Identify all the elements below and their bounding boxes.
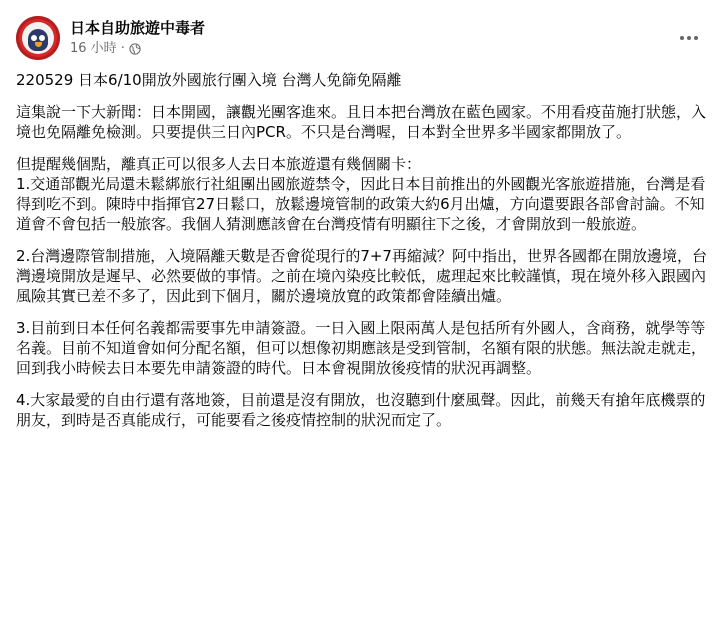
post-meta <box>70 18 205 58</box>
more-options-button[interactable] <box>671 20 707 56</box>
post-headline: 220529 日本6/10開放外國旅行團入境 台灣人免篩免隔離 <box>16 71 402 89</box>
more-options-icon <box>680 36 698 40</box>
post-paragraph: 2.台灣邊際管制措施，入境隔離天數是否會從現行的7+7再縮減？阿中指出，世界各國都在開放邊境，台灣邊境開放是遲早、必然要做的事情。之前在境內染疫比較低，處理起來比較謹慎，現在境外移入跟國內風險其實已差不多了，因此到下個月，關於邊境放寬的政策都會陸續出爐。 <box>16 247 707 305</box>
avatar-eye-right <box>39 35 45 41</box>
post-subline <box>70 40 205 58</box>
post-paragraph: 4.大家最愛的自由行還有落地簽，目前還是沒有開放，也沒聽到什麼風聲。因此，前幾天有搶年底機票的朋友，到時是否真能成行，可能要看之後疫情控制的狀況而定了。 <box>16 391 706 429</box>
post-paragraph: 但提醒幾個點，離真正可以很多人去日本旅遊還有幾個關卡： 1.交通部觀光局還未鬆綁旅行社組團出國旅遊禁令，因此日本目前推出的外國觀光客旅遊措施，台灣是看得到吃不到。陳時中指揮官27日鬆口，放鬆邊境管制的政策大約6月出爐，方向還要跟各部會討論。不知道會不會包括一般旅客。我個人猜測應該會在台灣疫情有明顯往下之後，才會開放到一般旅遊。 <box>16 155 706 233</box>
separator-dot: · <box>120 41 125 56</box>
page-name-link[interactable]: 日本自助旅遊中毒者 <box>70 19 206 37</box>
post-paragraph: 3.目前到日本任何名義都需要事先申請簽證。一日入國上限兩萬人是包括所有外國人，含商務，就學等等名義。目前不知道會如何分配名額，但可以想像初期應該是受到管制，名額有限的狀態。無法說走就走，回到我小時候去日本要先申請簽證的時代。日本會視開放後疫情的狀況再調整。 <box>16 319 707 377</box>
avatar-eye-left <box>31 35 37 41</box>
post-timestamp[interactable]: 16 小時 <box>70 41 117 56</box>
page-avatar[interactable] <box>16 16 60 60</box>
post-paragraph: 這集說一下大新聞：日本開國，讓觀光團客進來。且日本把台灣放在藍色國家。不用看疫苗施打狀態，入境也免隔離免檢測。只要提供三日內PCR。不只是台灣喔，日本對全世界多半國家都開放了。 <box>16 103 707 141</box>
globe-icon[interactable] <box>129 43 141 55</box>
post-content <box>16 70 707 430</box>
post-header <box>16 12 707 64</box>
